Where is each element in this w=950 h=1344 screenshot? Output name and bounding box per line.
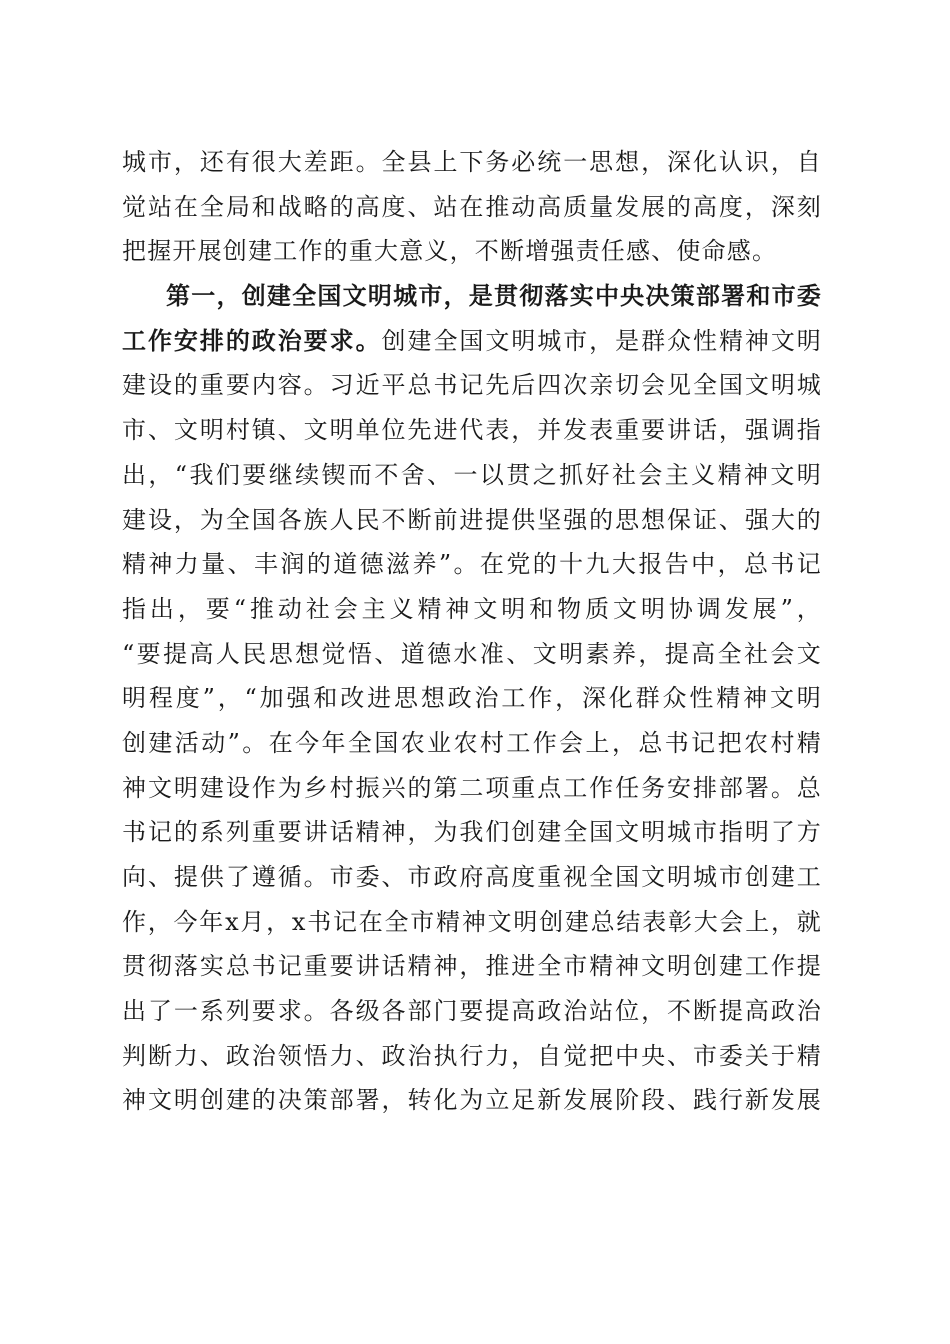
text-line: “要提高人民思想觉悟、道德水准、文明素养，提高全社会文 bbox=[122, 639, 822, 668]
text-line: 出，“我们要继续锲而不舍、一以贯之抓好社会主义精神文明 bbox=[122, 460, 822, 489]
text-line: 精神力量、丰润的道德滋养”。在党的十九大报告中，总书记 bbox=[122, 550, 822, 579]
text-line: 建设，为全国各族人民不断前进提供坚强的思想保证、强大的 bbox=[122, 505, 822, 534]
bold-heading: 工作安排的政治要求。 bbox=[122, 325, 382, 355]
text-line: 城市，还有很大差距。全县上下务必统一思想，深化认识，自 bbox=[122, 148, 822, 176]
text-line: 出了一系列要求。各级各部门要提高政治站位，不断提高政治 bbox=[122, 997, 822, 1026]
text-line: 判断力、政治领悟力、政治执行力，自觉把中央、市委关于精 bbox=[122, 1041, 822, 1070]
text-line: 神文明建设作为乡村振兴的第二项重点工作任务安排部署。总 bbox=[122, 773, 822, 802]
text-line: 创建活动”。在今年全国农业农村工作会上，总书记把农村精 bbox=[122, 728, 822, 757]
text-line: 觉站在全局和战略的高度、站在推动高质量发展的高度，深刻 bbox=[122, 192, 822, 221]
text-line: 市、文明村镇、文明单位先进代表，并发表重要讲话，强调指 bbox=[122, 416, 822, 445]
text-line: 神文明创建的决策部署，转化为立足新发展阶段、践行新发展 bbox=[122, 1086, 822, 1115]
bold-heading: 第一，创建全国文明城市，是贯彻落实中央决策部署和市委 bbox=[166, 281, 822, 311]
text-line: 指出，要“推动社会主义精神文明和物质文明协调发展”， bbox=[122, 594, 822, 623]
text-line: 向、提供了遵循。市委、市政府高度重视全国文明城市创建工 bbox=[122, 863, 822, 891]
text-segment: 创建全国文明城市，是群众性精神文明 bbox=[381, 326, 822, 355]
text-line: 书记的系列重要讲话精神，为我们创建全国文明城市指明了方 bbox=[122, 818, 822, 847]
body-text bbox=[122, 140, 822, 1123]
text-line bbox=[122, 274, 822, 319]
text-line: 明程度”，“加强和改进思想政治工作，深化群众性精神文明 bbox=[122, 684, 822, 713]
text-line bbox=[122, 319, 822, 364]
text-line: 建设的重要内容。习近平总书记先后四次亲切会见全国文明城 bbox=[122, 371, 822, 400]
text-line: 把握开展创建工作的重大意义，不断增强责任感、使命感。 bbox=[122, 237, 778, 266]
text-line: 作，今年x月，x书记在全市精神文明创建总结表彰大会上，就 bbox=[122, 907, 822, 936]
text-line: 贯彻落实总书记重要讲话精神，推进全市精神文明创建工作提 bbox=[122, 952, 822, 981]
